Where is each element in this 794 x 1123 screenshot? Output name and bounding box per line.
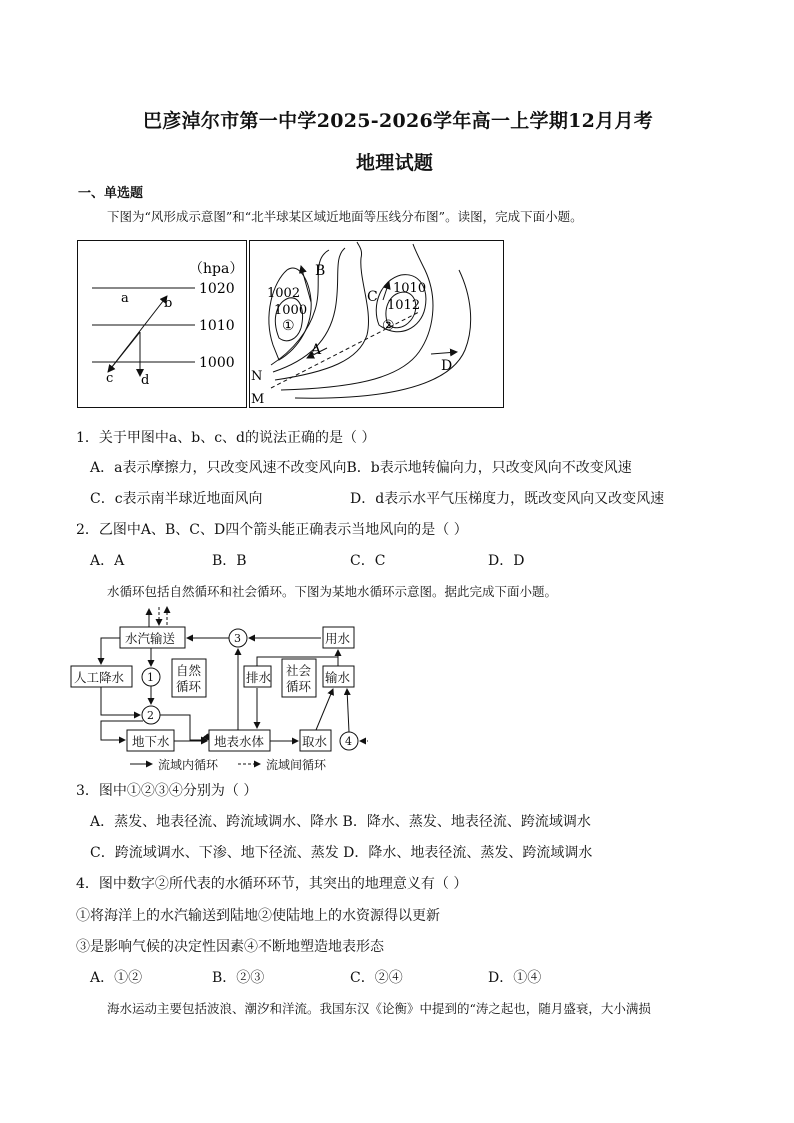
question-4-option-a: A．①② [90, 970, 143, 986]
node-3: 3 [234, 632, 241, 645]
label-B: B [315, 263, 326, 279]
question-1-options-ab: A．a表示摩擦力，只改变风速不改变风向B．b表示地转偏向力，只改变风向不改变风速 [90, 460, 632, 476]
point-N: N [251, 369, 263, 384]
question-1-stem: 1．关于甲图中a、b、c、d的说法正确的是（ ） [76, 430, 376, 446]
question-3-stem: 3．图中①②③④分别为（ ） [76, 783, 258, 799]
label-D: D [441, 358, 453, 374]
contour-1012: 1012 [387, 298, 421, 313]
question-2-option-c: C．C [350, 553, 386, 569]
social-cycle-label-2: 循环 [286, 679, 312, 694]
social-cycle-label-1: 社会 [286, 663, 312, 678]
legend-inter-basin-cycle: 流域间循环 [266, 758, 327, 772]
page-title: 巴彦淖尔市第一中学2025-2026学年高一上学期12月月考 [143, 110, 654, 132]
isobar-1010: 1010 [199, 318, 235, 334]
question-4-stem: 4．图中数字②所代表的水循环环节，其突出的地理意义有（ ） [76, 876, 468, 892]
contour-1010: 1010 [393, 281, 427, 296]
water-transport-box: 输水 [325, 670, 351, 685]
section-heading: 一、单选题 [78, 186, 144, 201]
isobar-map-figure [249, 240, 504, 408]
center-2: ② [382, 318, 395, 334]
question-1-option-c: C．c表示南半球近地面风向 [90, 491, 263, 507]
node-4: 4 [345, 735, 352, 748]
vapor-transport-box: 水汽输送 [125, 631, 176, 646]
artificial-rain-box: 人工降水 [74, 670, 125, 685]
label-a: a [121, 291, 129, 306]
label-A: A [311, 342, 322, 358]
question-4-option-b: B．②③ [212, 970, 265, 986]
arrow-B [301, 266, 311, 302]
natural-cycle-label-2: 循环 [176, 679, 202, 694]
question-3-options-cd: C．跨流域调水、下渗、地下径流、蒸发 D．降水、地表径流、蒸发、跨流域调水 [90, 845, 593, 861]
isobar-1020: 1020 [199, 281, 235, 297]
water-cycle-diagram [68, 603, 368, 775]
question-4-statements-2: ③是影响气候的决定性因素④不断地塑造地表形态 [76, 939, 384, 955]
question-4-option-d: D．①④ [488, 970, 542, 986]
group1-intro: 下图为“风形成示意图”和“北半球某区域近地面等压线分布图”。读图，完成下面小题。 [107, 209, 583, 224]
arrow-D [431, 352, 457, 354]
question-2-option-d: D．D [488, 553, 525, 569]
wind-formation-figure [77, 240, 247, 408]
group3-intro: 海水运动主要包括波浪、潮汐和洋流。我国东汉《论衡》中提到的“涛之起也，随月盛衰，大小满损 [107, 1001, 651, 1016]
isobar-1000: 1000 [199, 355, 235, 371]
question-2-stem: 2．乙图中A、B、C、D四个箭头能正确表示当地风向的是（ ） [76, 522, 468, 538]
label-c: c [106, 371, 114, 386]
contour-1000: 1000 [274, 303, 308, 318]
surface-water-box: 地表水体 [214, 734, 265, 749]
node-2: 2 [147, 709, 154, 722]
natural-cycle-label-1: 自然 [176, 663, 202, 678]
legend-inner-cycle: 流域内循环 [158, 758, 219, 772]
label-d: d [141, 373, 150, 388]
contour-1002: 1002 [267, 286, 301, 301]
center-1: ① [282, 318, 295, 334]
question-4-statements-1: ①将海洋上的水汽输送到陆地②使陆地上的水资源得以更新 [76, 908, 440, 924]
question-1-option-d: D．d表示水平气压梯度力，既改变风向又改变风速 [350, 491, 665, 507]
drain-box: 排水 [246, 670, 272, 685]
unit-label: （hpa） [189, 261, 244, 277]
page-subtitle: 地理试题 [356, 152, 434, 174]
water-intake-box: 取水 [302, 734, 328, 749]
label-C: C [367, 289, 378, 305]
question-2-option-b: B．B [212, 553, 247, 569]
node-1: 1 [147, 671, 154, 684]
question-3-options-ab: A．蒸发、地表径流、跨流域调水、降水 B．降水、蒸发、地表径流、跨流域调水 [90, 814, 591, 830]
point-M: M [251, 392, 265, 407]
question-4-option-c: C．②④ [350, 970, 403, 986]
water-use-box: 用水 [325, 631, 351, 646]
group2-intro: 水循环包括自然循环和社会循环。下图为某地水循环示意图。据此完成下面小题。 [107, 584, 558, 599]
arrow-b [108, 296, 167, 372]
label-b: b [164, 296, 173, 311]
groundwater-box: 地下水 [132, 734, 170, 749]
question-2-option-a: A．A [90, 553, 125, 569]
